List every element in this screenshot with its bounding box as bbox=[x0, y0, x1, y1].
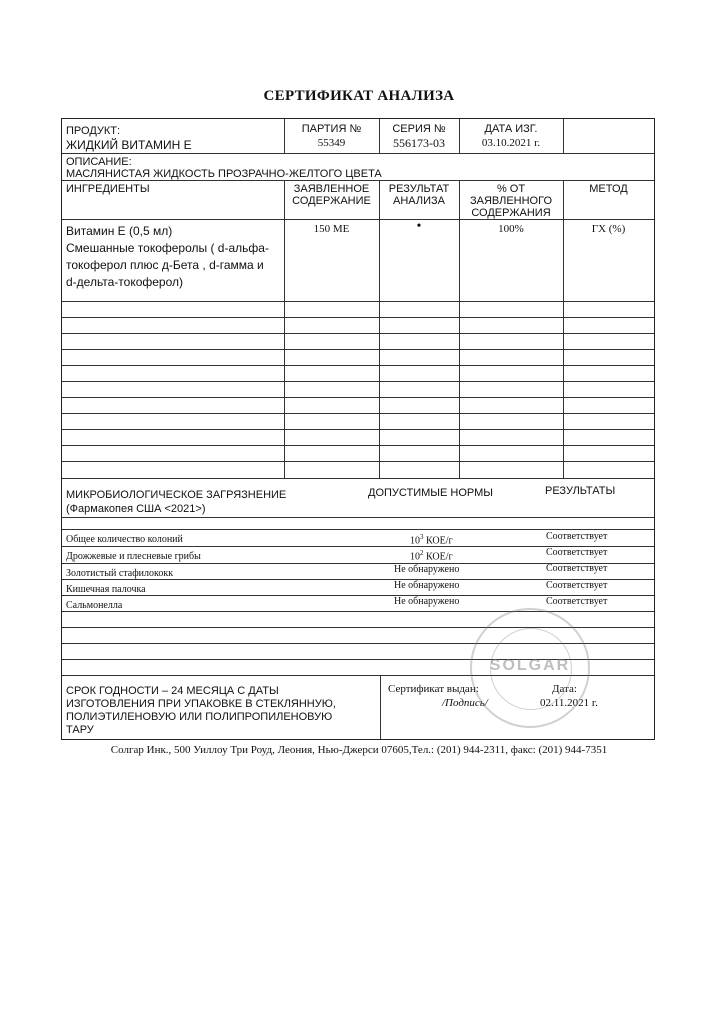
description-label: ОПИСАНИЕ: bbox=[66, 156, 132, 168]
certificate-issued-label: Сертификат выдан: bbox=[388, 683, 479, 695]
micro-row-result: Соответствует bbox=[546, 580, 608, 591]
batch-label: ПАРТИЯ № bbox=[301, 123, 362, 135]
percent-header-1: % ОТ bbox=[496, 183, 526, 195]
micro-row-norm: Не обнаружено bbox=[394, 596, 460, 607]
ingredient-name-3: токоферол плюс д-Бета , d-гамма и bbox=[66, 258, 264, 272]
company-seal: SOLGAR bbox=[470, 608, 590, 728]
micro-row-norm: Не обнаружено bbox=[394, 564, 460, 575]
shelf-life-line-2: ИЗГОТОВЛЕНИЯ ПРИ УПАКОВКЕ В СТЕКЛЯННУЮ, bbox=[66, 698, 336, 710]
micro-row-norm: $10^2$ КОЕ/г bbox=[410, 549, 453, 563]
micro-row-name: Сальмонелла bbox=[66, 600, 123, 611]
series-value: 556173-03 bbox=[393, 136, 445, 150]
certificate-date-label: Дата: bbox=[552, 683, 577, 695]
norms-header: ДОПУСТИМЫЕ НОРМЫ bbox=[368, 487, 494, 499]
percent-header-2: ЗАЯВЛЕННОГО bbox=[469, 195, 553, 207]
micro-row-result: Соответствует bbox=[546, 531, 608, 542]
percent-header-3: СОДЕРЖАНИЯ bbox=[471, 207, 551, 219]
percent-value: 100% bbox=[498, 223, 524, 235]
company-footer: Солгар Инк., 500 Уиллоу Три Роуд, Леония, Нью-Джерси 07605,Тел.: (201) 944-2311, факс: (201) 944-7351 bbox=[110, 744, 608, 756]
ingredient-name-2: Смешанные токоферолы ( d-альфа- bbox=[66, 241, 269, 255]
micro-row-result: Соответствует bbox=[546, 547, 608, 558]
micro-subtitle: (Фармакопея США <2021>) bbox=[66, 503, 206, 515]
declared-header-1: ЗАЯВЛЕННОЕ bbox=[293, 183, 370, 195]
ingredient-name-1: Витамин Е (0,5 мл) bbox=[66, 224, 173, 238]
micro-row-result: Соответствует bbox=[546, 596, 608, 607]
micro-row-name: Золотистый стафилококк bbox=[66, 568, 174, 579]
micro-row-result: Соответствует bbox=[546, 563, 608, 574]
method-header: МЕТОД bbox=[589, 183, 628, 195]
micro-row-name: Кишечная палочка bbox=[66, 584, 146, 595]
result-header-1: РЕЗУЛЬТАТ bbox=[388, 183, 450, 195]
micro-row-name: Дрожжевые и плесневые грибы bbox=[66, 551, 201, 562]
ingredients-header: ИНГРЕДИЕНТЫ bbox=[66, 183, 150, 195]
declared-header-2: СОДЕРЖАНИЕ bbox=[292, 195, 371, 207]
micro-row-norm: $10^3$ КОЕ/г bbox=[410, 533, 453, 547]
method-value: ГХ (%) bbox=[591, 223, 626, 235]
shelf-life-line-4: ТАРУ bbox=[66, 724, 94, 736]
micro-row-name: Общее количество колоний bbox=[66, 534, 183, 545]
results-header: РЕЗУЛЬТАТЫ bbox=[545, 485, 616, 497]
micro-title: МИКРОБИОЛОГИЧЕСКОЕ ЗАГРЯЗНЕНИЕ bbox=[66, 489, 287, 501]
document-title: СЕРТИФИКАТ АНАЛИЗА bbox=[263, 88, 455, 104]
batch-value: 55349 bbox=[317, 137, 346, 149]
product-value: ЖИДКИЙ ВИТАМИН Е bbox=[66, 138, 192, 152]
manufacture-date-value: 03.10.2021 г. bbox=[481, 137, 541, 149]
manufacture-date-label: ДАТА ИЗГ. bbox=[484, 123, 538, 135]
product-label: ПРОДУКТ: bbox=[66, 125, 121, 137]
signature-label: /Подпись/ bbox=[442, 697, 488, 709]
series-label: СЕРИЯ № bbox=[392, 123, 446, 135]
declared-value: 150 МЕ bbox=[313, 223, 350, 235]
shelf-life-line-3: ПОЛИЭТИЛЕНОВУЮ ИЛИ ПОЛИПРОПИЛЕНОВУЮ bbox=[66, 711, 333, 723]
shelf-life-line-1: СРОК ГОДНОСТИ – 24 МЕСЯЦА С ДАТЫ bbox=[66, 685, 279, 697]
description-value: МАСЛЯНИСТАЯ ЖИДКОСТЬ ПРОЗРАЧНО-ЖЕЛТОГО ЦВЕТА bbox=[66, 168, 382, 180]
ingredient-name-4: d-дельта-токоферол) bbox=[66, 275, 184, 289]
result-header-2: АНАЛИЗА bbox=[393, 195, 445, 207]
certificate-date-value: 02.11.2021 г. bbox=[540, 697, 598, 709]
result-value: • bbox=[416, 219, 422, 234]
micro-row-norm: Не обнаружено bbox=[394, 580, 460, 591]
